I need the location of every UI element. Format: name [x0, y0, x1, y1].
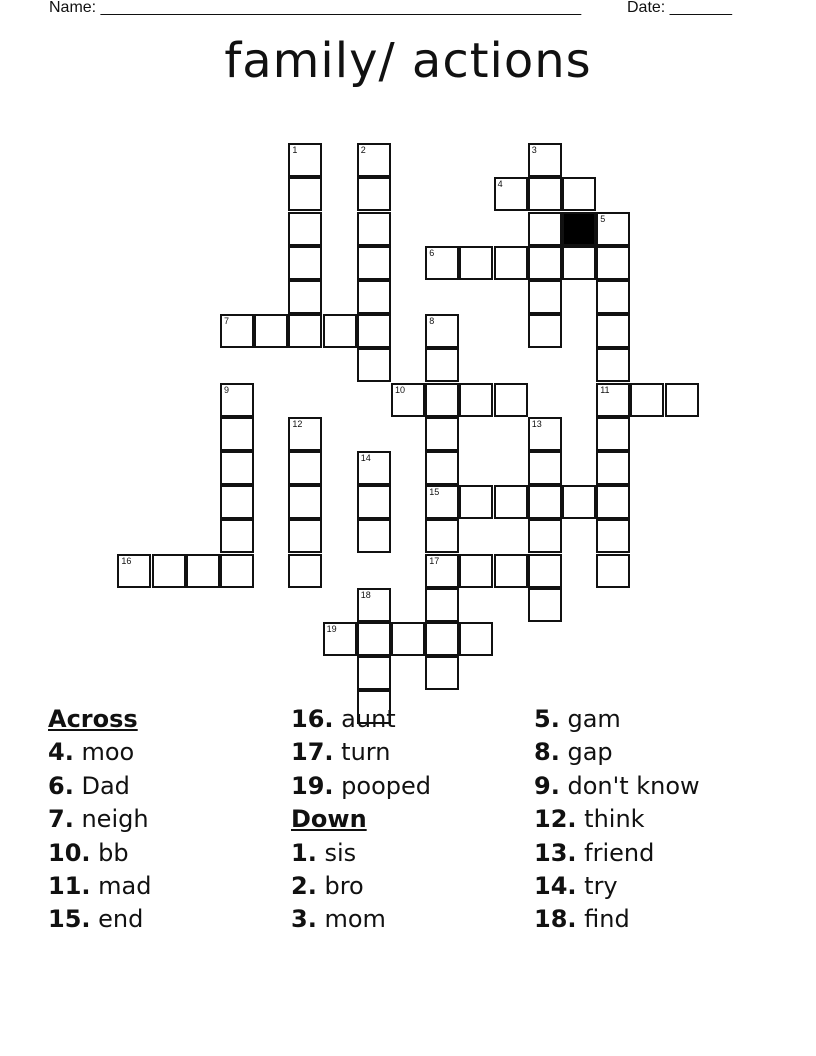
clue-item [291, 870, 431, 903]
answer-cell[interactable] [596, 554, 630, 588]
answer-cell[interactable] [528, 143, 562, 177]
clue-item-text: find [584, 905, 630, 934]
answer-cell[interactable] [596, 519, 630, 553]
answer-cell[interactable] [459, 622, 493, 656]
clue-number: 15 [429, 487, 440, 498]
answer-cell[interactable] [288, 485, 322, 519]
clue-item-number: 15. [48, 905, 91, 934]
clue-column-1 [48, 703, 151, 937]
answer-cell[interactable] [494, 177, 528, 211]
answer-cell[interactable] [220, 417, 254, 451]
clue-number: 13 [531, 418, 542, 429]
clue-item-number: 19. [291, 771, 334, 800]
clue-column-3 [534, 703, 700, 937]
answer-cell[interactable] [288, 246, 322, 280]
clue-item-text: think [584, 805, 645, 834]
clue-number: 17 [429, 555, 440, 566]
clue-item [291, 736, 431, 769]
answer-cell[interactable] [459, 485, 493, 519]
answer-cell[interactable] [528, 519, 562, 553]
clue-number: 4 [497, 179, 503, 190]
answer-cell[interactable] [220, 554, 254, 588]
answer-cell[interactable] [220, 383, 254, 417]
clue-item-number: 10. [48, 838, 91, 867]
clue-item-number: 8. [534, 738, 560, 767]
clue-item-number: 16. [291, 705, 334, 733]
answer-cell[interactable] [425, 519, 459, 553]
answer-cell[interactable] [220, 519, 254, 553]
clue-item-text: try [584, 872, 618, 901]
clue-item-number: 11. [48, 872, 91, 901]
answer-cell[interactable] [425, 485, 459, 519]
answer-cell[interactable] [528, 246, 562, 280]
answer-cell[interactable] [288, 177, 322, 211]
clue-item-number: 3. [291, 905, 317, 934]
answer-cell[interactable] [596, 246, 630, 280]
answer-cell[interactable] [220, 314, 254, 348]
clue-item-text: neigh [81, 805, 149, 834]
answer-cell[interactable] [596, 212, 630, 246]
answer-cell[interactable] [425, 656, 459, 690]
answer-cell[interactable] [596, 417, 630, 451]
clue-item [48, 736, 151, 769]
clue-number: 7 [224, 316, 230, 327]
clue-item-number: 5. [534, 705, 560, 733]
clue-number: 8 [429, 316, 435, 327]
clue-column-2 [291, 703, 431, 937]
answer-cell[interactable] [186, 554, 220, 588]
clue-item-text: gap [567, 738, 613, 767]
answer-cell[interactable] [596, 314, 630, 348]
answer-cell[interactable] [220, 485, 254, 519]
answer-cell[interactable] [528, 417, 562, 451]
answer-cell[interactable] [357, 348, 391, 382]
answer-cell[interactable] [425, 588, 459, 622]
clue-item-number: 18. [534, 905, 577, 934]
answer-cell[interactable] [357, 485, 391, 519]
answer-cell[interactable] [357, 246, 391, 280]
clue-item [291, 770, 431, 803]
clue-item-number: 12. [534, 805, 577, 834]
answer-cell[interactable] [459, 554, 493, 588]
answer-cell[interactable] [323, 314, 357, 348]
clue-number: 1 [292, 145, 298, 156]
clue-item-number: 2. [291, 872, 317, 901]
clue-item-text: aunt [341, 705, 396, 733]
answer-cell[interactable] [425, 417, 459, 451]
clue-item-text: end [98, 905, 144, 934]
clue-item-text: sis [324, 838, 357, 867]
answer-cell[interactable] [357, 143, 391, 177]
answer-cell[interactable] [425, 451, 459, 485]
answer-cell[interactable] [357, 314, 391, 348]
clue-item-text: gam [567, 705, 621, 733]
answer-cell[interactable] [323, 622, 357, 656]
clue-item-text: turn [341, 738, 391, 767]
answer-cell[interactable] [391, 383, 425, 417]
clue-number: 19 [326, 624, 337, 634]
answer-cell[interactable] [562, 246, 596, 280]
clue-item [534, 803, 700, 836]
answer-cell[interactable] [425, 383, 459, 417]
answer-cell[interactable] [425, 348, 459, 382]
answer-cell[interactable] [528, 451, 562, 485]
answer-cell[interactable] [288, 143, 322, 177]
clue-item-text: pooped [341, 771, 431, 800]
clue-item [48, 770, 151, 803]
answer-cell[interactable] [425, 554, 459, 588]
answer-cell[interactable] [494, 383, 528, 417]
clue-item [534, 736, 700, 769]
answer-cell[interactable] [288, 417, 322, 451]
clue-item-text: moo [81, 738, 135, 767]
answer-cell[interactable] [357, 519, 391, 553]
clue-item [291, 903, 431, 936]
date-field-label[interactable]: Date: _______ [627, 0, 732, 16]
clue-number: 6 [429, 247, 435, 258]
answer-cell[interactable] [459, 246, 493, 280]
answer-cell[interactable] [528, 177, 562, 211]
answer-cell[interactable] [630, 383, 664, 417]
answer-cell[interactable] [425, 622, 459, 656]
answer-cell[interactable] [425, 246, 459, 280]
answer-cell[interactable] [357, 212, 391, 246]
clue-item [48, 803, 151, 836]
answer-cell[interactable] [288, 554, 322, 588]
answer-cell[interactable] [528, 280, 562, 314]
answer-cell[interactable] [391, 622, 425, 656]
answer-cell[interactable] [528, 485, 562, 519]
answer-cell[interactable] [528, 588, 562, 622]
clue-number: 3 [531, 145, 537, 156]
black-square [562, 212, 596, 246]
answer-cell[interactable] [425, 314, 459, 348]
clue-number: 5 [600, 213, 606, 224]
answer-cell[interactable] [152, 554, 186, 588]
clue-item [291, 703, 431, 736]
clue-section-heading: Across [48, 705, 138, 733]
answer-cell[interactable] [357, 622, 391, 656]
answer-cell[interactable] [528, 314, 562, 348]
answer-cell[interactable] [596, 451, 630, 485]
answer-cell[interactable] [288, 519, 322, 553]
clue-item-number: 6. [48, 771, 74, 800]
answer-cell[interactable] [220, 451, 254, 485]
clue-item-text: Dad [81, 771, 130, 800]
clue-item [534, 903, 700, 936]
answer-cell[interactable] [288, 314, 322, 348]
name-field-label[interactable]: Name: ______________________________________________________ [49, 0, 582, 16]
clue-item [534, 770, 700, 803]
answer-cell[interactable] [357, 656, 391, 690]
clue-item [48, 903, 151, 936]
answer-cell[interactable] [665, 383, 699, 417]
clue-item-number: 14. [534, 872, 577, 901]
answer-cell[interactable] [288, 451, 322, 485]
answer-cell[interactable] [596, 280, 630, 314]
answer-cell[interactable] [494, 246, 528, 280]
clue-item [291, 837, 431, 870]
clue-item-number: 7. [48, 805, 74, 834]
answer-cell[interactable] [596, 348, 630, 382]
answer-cell[interactable] [459, 383, 493, 417]
answer-cell[interactable] [357, 588, 391, 622]
answer-cell[interactable] [117, 554, 151, 588]
answer-cell[interactable] [596, 383, 630, 417]
clue-number: 10 [395, 384, 406, 395]
answer-cell[interactable] [357, 280, 391, 314]
clue-item-number: 17. [291, 738, 334, 767]
clue-item-number: 1. [291, 838, 317, 867]
clue-number: 9 [224, 384, 230, 395]
clue-item-number: 4. [48, 738, 74, 767]
clue-section-heading: Down [291, 805, 367, 834]
answer-cell[interactable] [562, 177, 596, 211]
clue-number: 12 [292, 418, 303, 429]
clue-item [534, 837, 700, 870]
clue-number: 14 [360, 453, 371, 463]
answer-cell[interactable] [494, 485, 528, 519]
clue-item [48, 870, 151, 903]
clue-item [534, 870, 700, 903]
clue-item-text: bb [98, 838, 129, 867]
clue-item-text: don't know [567, 771, 700, 800]
answer-cell[interactable] [596, 485, 630, 519]
clue-number: 11 [600, 384, 610, 395]
clue-item [534, 703, 700, 736]
clue-item-text: friend [584, 838, 655, 867]
answer-cell[interactable] [254, 314, 288, 348]
answer-cell[interactable] [357, 451, 391, 485]
clue-item-number: 9. [534, 771, 560, 800]
answer-cell[interactable] [357, 177, 391, 211]
puzzle-title: family/ actions [224, 33, 592, 89]
clue-item-text: bro [324, 872, 364, 901]
clue-item-number: 13. [534, 838, 577, 867]
clue-item-text: mad [98, 872, 152, 901]
answer-cell[interactable] [288, 212, 322, 246]
clue-item-text: mom [324, 905, 386, 934]
clue-number: 2 [360, 145, 366, 156]
clue-number: 18 [360, 589, 371, 600]
answer-cell[interactable] [528, 554, 562, 588]
answer-cell[interactable] [562, 485, 596, 519]
answer-cell[interactable] [528, 212, 562, 246]
clue-number: 16 [121, 555, 132, 566]
answer-cell[interactable] [494, 554, 528, 588]
answer-cell[interactable] [288, 280, 322, 314]
clue-item [48, 837, 151, 870]
